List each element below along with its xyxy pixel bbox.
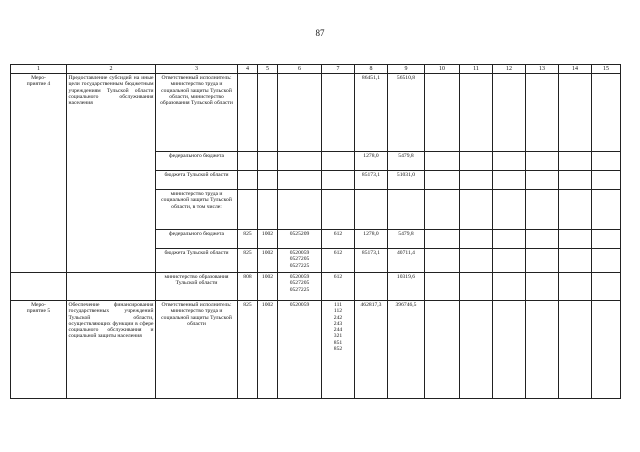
table-cell [559,301,592,399]
budget-table [10,64,621,399]
table-cell [278,190,322,230]
table-cell: 111 112 242 243 244 321 851 852 [322,301,355,399]
table-cell: 10319,6 [388,273,425,301]
table-cell [592,74,621,152]
table-cell [559,273,592,301]
column-header: 7 [322,65,355,74]
column-header: 9 [388,65,425,74]
table-cell [559,74,592,152]
table-cell [460,273,493,301]
table-cell: 86451,1 [355,74,388,152]
table-cell [559,230,592,249]
executor-cell: федерального бюджета [156,152,238,171]
table-cell [388,190,425,230]
table-cell [238,190,258,230]
table-cell [493,152,526,171]
table-cell [526,249,559,273]
table-cell [425,190,460,230]
table-cell: 85173,1 [355,171,388,190]
table-cell [460,249,493,273]
column-header: 11 [460,65,493,74]
table-cell [238,152,258,171]
measure-description: Предоставление субсидий на иные цели государственным бюджетным учреждениям Тульской области социального обслуживания населения [67,74,156,273]
column-header: 1 [11,65,67,74]
page-number: 87 [315,28,325,38]
table-cell: 40711,4 [388,249,425,273]
table-cell [425,301,460,399]
table-cell [592,152,621,171]
table-cell: 825 [238,301,258,399]
table-cell [322,171,355,190]
table-cell [493,230,526,249]
table-cell [526,152,559,171]
table-cell: 825 [238,249,258,273]
table-cell [258,74,278,152]
table-cell [355,273,388,301]
table-cell [460,190,493,230]
table-cell [355,190,388,230]
table-cell: 0520059 0527205 0527225 [278,249,322,273]
table-cell [592,171,621,190]
table-cell [238,171,258,190]
table-cell [592,190,621,230]
measure-label: Меро- приятие 5 [11,301,67,399]
table-cell [460,152,493,171]
table-cell: 1278,0 [355,230,388,249]
table-cell [592,301,621,399]
table-cell: 51031,0 [388,171,425,190]
table-row [11,301,621,399]
executor-cell: федерального бюджета [156,230,238,249]
table-cell [592,273,621,301]
table-cell: 808 [238,273,258,301]
table-cell [460,230,493,249]
table-cell: 612 [322,249,355,273]
table-cell: 396746,5 [388,301,425,399]
table-cell [559,171,592,190]
table-cell: 0520059 [278,301,322,399]
table-row [11,74,621,152]
table-cell [278,171,322,190]
table-cell [526,74,559,152]
table-cell [592,230,621,249]
table-cell [559,190,592,230]
table-cell: 0520059 0527205 0527225 [278,273,322,301]
table-cell [425,152,460,171]
table-cell [460,74,493,152]
column-header: 15 [592,65,621,74]
executor-cell: министерство образования Тульской области [156,273,238,301]
table-cell [493,171,526,190]
table-cell [493,74,526,152]
table-cell [526,190,559,230]
column-number-row [11,65,621,74]
table-cell: 462817,3 [355,301,388,399]
table-cell: 1002 [258,301,278,399]
column-header: 8 [355,65,388,74]
table-cell [559,152,592,171]
table-cell [238,74,258,152]
table-cell [425,249,460,273]
table-cell: 5479,8 [388,230,425,249]
column-header: 6 [278,65,322,74]
table-cell: 1002 [258,230,278,249]
table-cell: 1002 [258,273,278,301]
column-header: 14 [559,65,592,74]
table-cell [425,273,460,301]
table-cell: 612 [322,273,355,301]
table-cell: 825 [238,230,258,249]
table-cell [258,190,278,230]
table-cell [258,152,278,171]
table-cell [526,171,559,190]
table-cell [526,273,559,301]
table-cell: 1002 [258,249,278,273]
table-cell: 612 [322,230,355,249]
table-cell [493,273,526,301]
table-cell: 1278,0 [355,152,388,171]
column-header: 3 [156,65,238,74]
table-cell: 5479,8 [388,152,425,171]
table-cell [559,249,592,273]
executor-cell: бюджета Тульской области [156,171,238,190]
column-header: 12 [493,65,526,74]
table-row [11,273,621,301]
executor-cell: Ответственный исполнитель: министерство труда и социальной защиты Тульской области, министерство образования Тульской области [156,74,238,152]
executor-cell: министерство труда и социальной защиты Тульской области, в том числе: [156,190,238,230]
table-cell [322,74,355,152]
column-header: 5 [258,65,278,74]
column-header: 2 [67,65,156,74]
table-cell: 0525209 [278,230,322,249]
table-cell [460,171,493,190]
table-cell [425,74,460,152]
table-cell [322,190,355,230]
table-cell [460,301,493,399]
table-cell [11,273,67,301]
table-cell: 56510,8 [388,74,425,152]
table-cell [258,171,278,190]
table-cell [592,249,621,273]
table-cell [278,152,322,171]
column-header: 4 [238,65,258,74]
table-cell [526,301,559,399]
measure-description: Обеспечение финансирования государственных учреждений Тульской области, осуществляющих функции в сфере социального обслуживания и социальной защиты населения [67,301,156,399]
column-header: 10 [425,65,460,74]
column-header: 13 [526,65,559,74]
table-cell [526,230,559,249]
executor-cell: Ответственный исполнитель: министерство труда и социальной защиты Тульской области [156,301,238,399]
measure-label: Меро- приятие 4 [11,74,67,273]
table-cell [322,152,355,171]
table-cell [493,301,526,399]
table-cell [67,273,156,301]
table-cell [425,230,460,249]
table-cell [425,171,460,190]
table-cell [278,74,322,152]
table-cell: 85173,1 [355,249,388,273]
executor-cell: бюджета Тульской области [156,249,238,273]
table-cell [493,249,526,273]
table-cell [493,190,526,230]
